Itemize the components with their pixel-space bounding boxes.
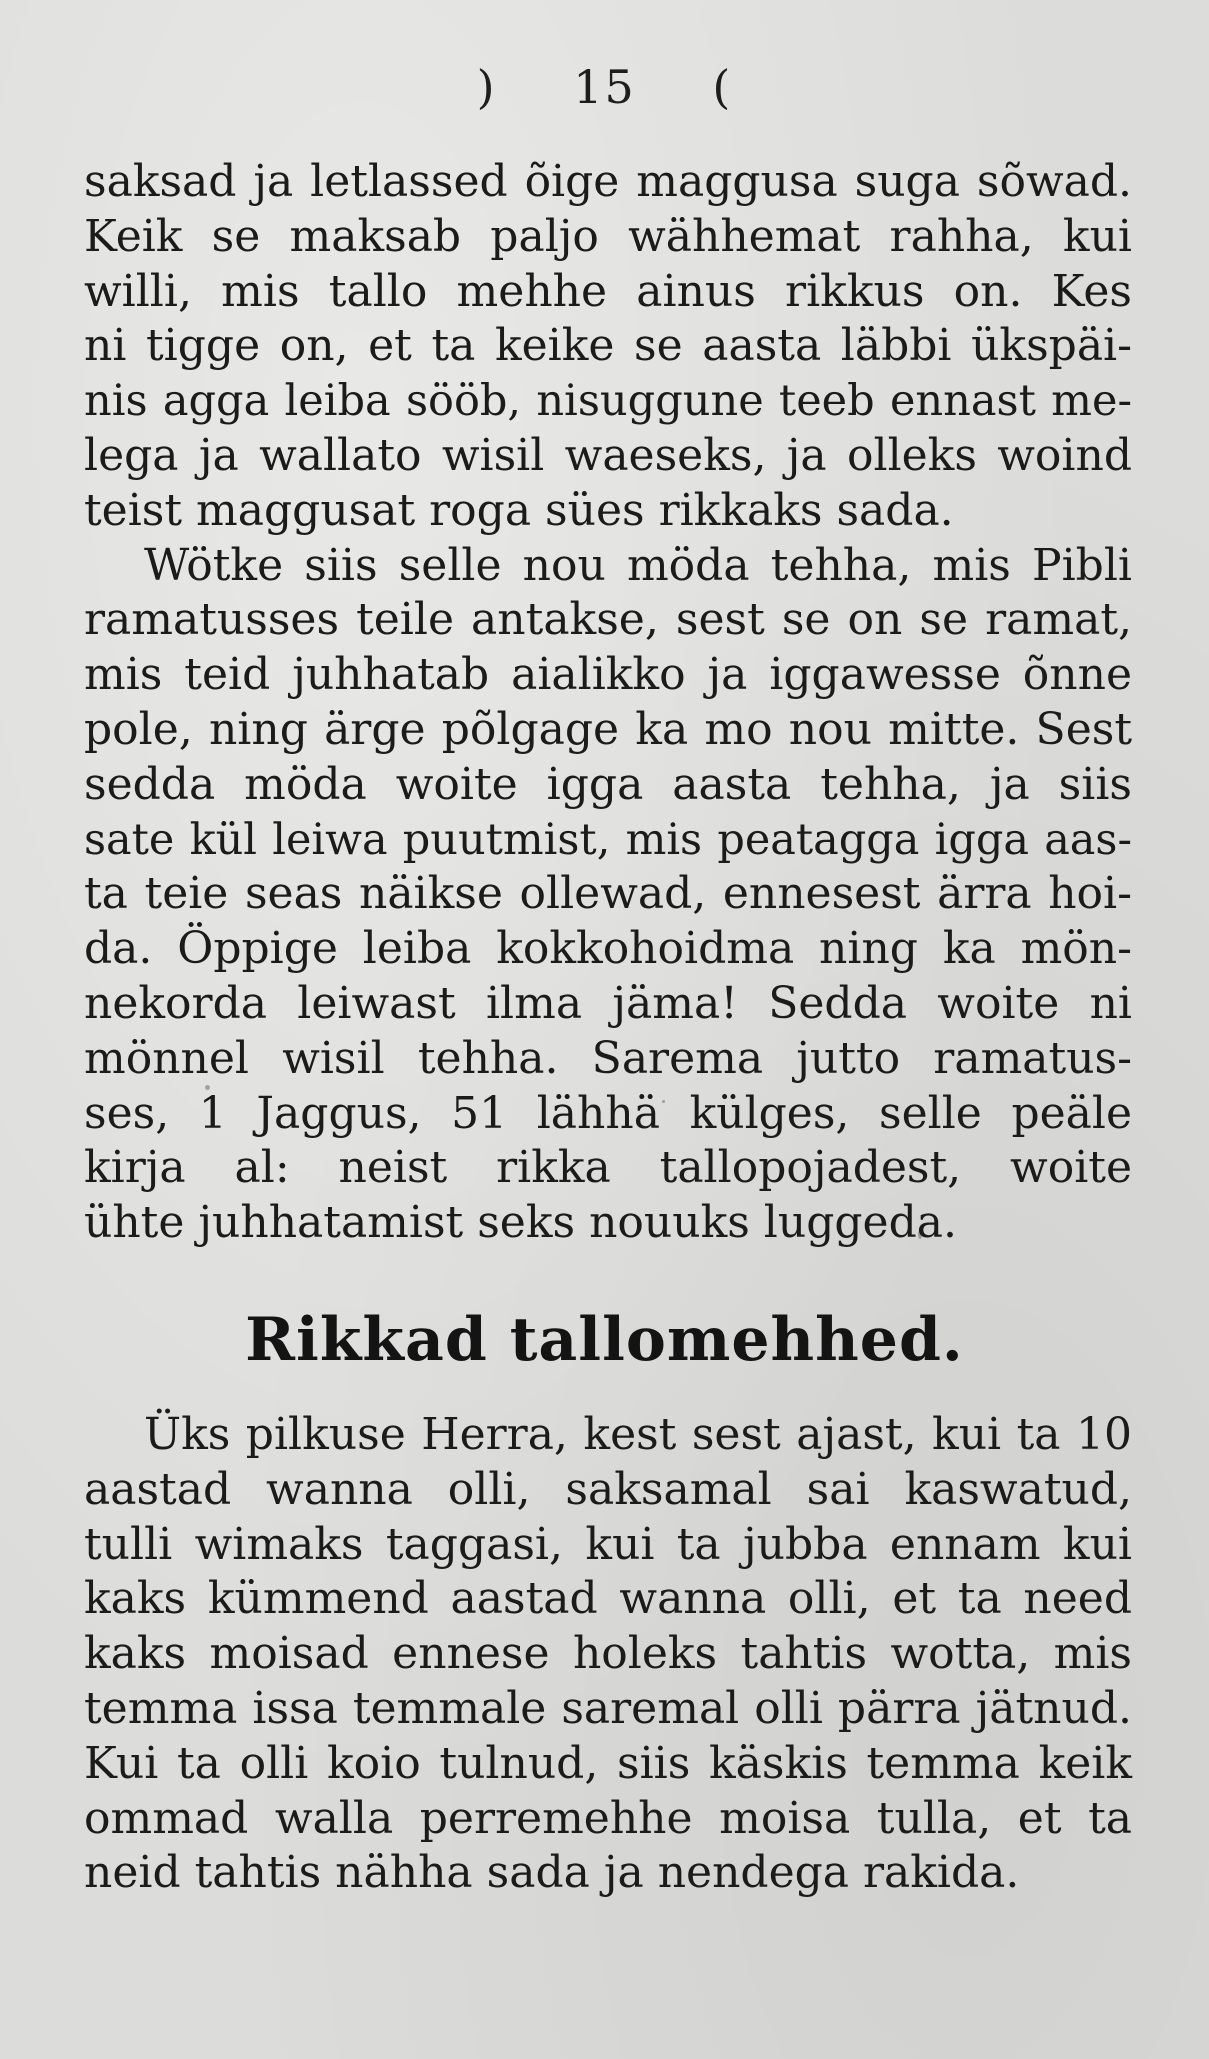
text-line: ühte juhhatamist seks nouuks luggeda. [84,1197,957,1249]
text-line: temma issa temmale saremal olli pärra jätnud. [84,1682,1132,1734]
text-line: aastad wanna olli, saksamal sai kaswatud, [84,1463,1132,1515]
text-line: nekorda leiwast ilma jäma! Sedda woite ni [84,977,1132,1029]
page-number: 15 [573,60,636,114]
text-line: ni tigge on, et ta keike se aasta läbbi ükspäi- [84,320,1132,372]
text-line: da. Öppige leiba kokkohoidma ning ka mön- [84,923,1132,975]
text-line: mis teid juhhatab aialikko ja iggawesse õnne [84,649,1132,701]
text-line: neid tahtis nähha sada ja nendega rakida. [84,1847,1020,1899]
text-line: Kui ta olli koio tulnud, siis käskis temma keik [84,1737,1132,1789]
text-line: nis agga leiba sööb, nisuggune teeb ennast me- [84,376,1132,427]
text-line: kaks moisad ennese holeks tahtis wotta, mis [84,1628,1132,1680]
section-title: Rikkad tallomehhed. [245,1305,964,1375]
text-line: ta teie seas näikse ollewad, ennesest ärra hoi- [84,868,1132,920]
page-header [0,60,1209,114]
text-line: willi, mis tallo mehhe ainus rikkus on. Kes [84,265,1132,317]
body-text-bottom [84,1408,1132,1901]
text-line: mönnel wisil tehha. Sarema jutto ramatus- [84,1032,1132,1084]
page-header-left-mark: ) [476,60,497,114]
text-line: sedda möda woite igga aasta tehha, ja siis [84,758,1132,810]
text-line: Üks pilkuse Herra, kest sest ajast, kui ta 10 [144,1409,1132,1460]
text-line: tulli wimaks taggasi, kui ta jubba ennam kui [84,1518,1132,1570]
text-line: Keik se maksab paljo wähhemat rahha, kui [84,210,1132,262]
text-line: pole, ning ärge põlgage ka mo nou mitte. Sest [84,703,1132,755]
text-line: kirja al: neist rikka tallopojadest, woite [84,1142,1132,1194]
text-line: Wötke siis selle nou möda tehha, mis Pibli [144,539,1132,591]
text-line: sate kül leiwa puutmist, mis peatagga igga aas- [84,814,1132,865]
body-text-top [84,155,1132,1251]
page-header-right-mark: ( [712,60,733,114]
text-line: kaks kümmend aastad wanna olli, et ta need [84,1573,1132,1625]
text-line: ses, 1 Jaggus, 51 lähhä külges, selle peäle [84,1087,1132,1139]
text-line: ommad walla perremehhe moisa tulla, et ta [84,1792,1132,1844]
text-line: lega ja wallato wisil waeseks, ja olleks woind [84,429,1132,481]
text-line: teist maggusat roga sües rikkaks sada. [84,484,954,536]
text-line: ramatusses teile antakse, sest se on se ramat, [84,594,1132,646]
text-line: saksad ja letlassed õige maggusa suga sõwad. [84,156,1132,207]
